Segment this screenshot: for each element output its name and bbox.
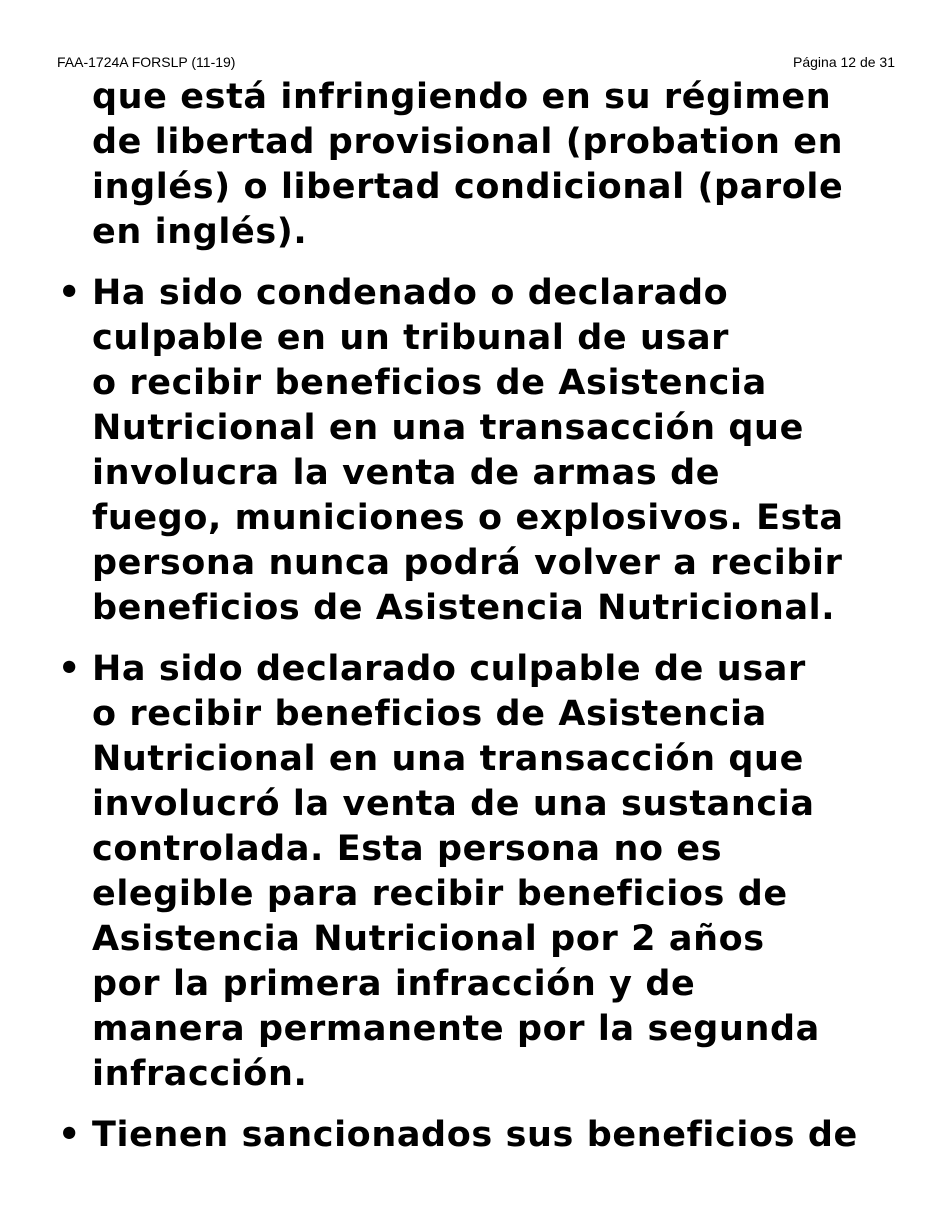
text-line: elegible para recibir beneficios de	[92, 874, 788, 914]
text-line: fuego, municiones o explosivos. Esta	[92, 498, 844, 538]
form-id: FAA-1724A FORSLP (11-19)	[57, 54, 236, 70]
text-line: por la primera infracción y de	[92, 964, 696, 1004]
text-line: inglés) o libertad condicional (parole	[92, 167, 844, 207]
text-line: infracción.	[92, 1054, 308, 1094]
bullet-item-sanctioned-benefits	[0, 1113, 950, 1158]
text-line: controlada. Esta persona no es	[92, 829, 723, 869]
text-line: en inglés).	[92, 212, 308, 252]
text-line: culpable en un tribunal de usar	[92, 318, 730, 358]
text-line: beneficios de Asistencia Nutricional.	[92, 588, 836, 628]
text-line: de libertad provisional (probation en	[92, 122, 844, 162]
text-line: que está infringiendo en su régimen	[92, 77, 832, 117]
text-line: o recibir beneficios de Asistencia	[92, 363, 767, 403]
text-line: Asistencia Nutricional por 2 años	[92, 919, 765, 959]
text-line: o recibir beneficios de Asistencia	[92, 694, 767, 734]
text-line: Ha sido declarado culpable de usar	[92, 649, 806, 689]
text-line: Tienen sancionados sus beneficios de	[92, 1115, 858, 1155]
bullet-item-controlled-substance	[0, 647, 950, 1097]
bullet-icon: •	[58, 1115, 81, 1155]
bullet-item-firearms	[0, 271, 950, 631]
text-line: involucró la venta de una sustancia	[92, 784, 815, 824]
page-number: Página 12 de 31	[793, 54, 895, 70]
text-line: manera permanente por la segunda	[92, 1009, 820, 1049]
bullet-icon: •	[58, 273, 81, 313]
text-line: Ha sido condenado o declarado	[92, 273, 729, 313]
page-header	[57, 52, 895, 72]
text-line: involucra la venta de armas de	[92, 453, 721, 493]
text-line: persona nunca podrá volver a recibir	[92, 543, 843, 583]
document-body	[0, 75, 950, 1158]
bullet-icon: •	[58, 649, 81, 689]
text-line: Nutricional en una transacción que	[92, 739, 804, 779]
text-line: Nutricional en una transacción que	[92, 408, 804, 448]
continuation-paragraph	[0, 75, 950, 255]
